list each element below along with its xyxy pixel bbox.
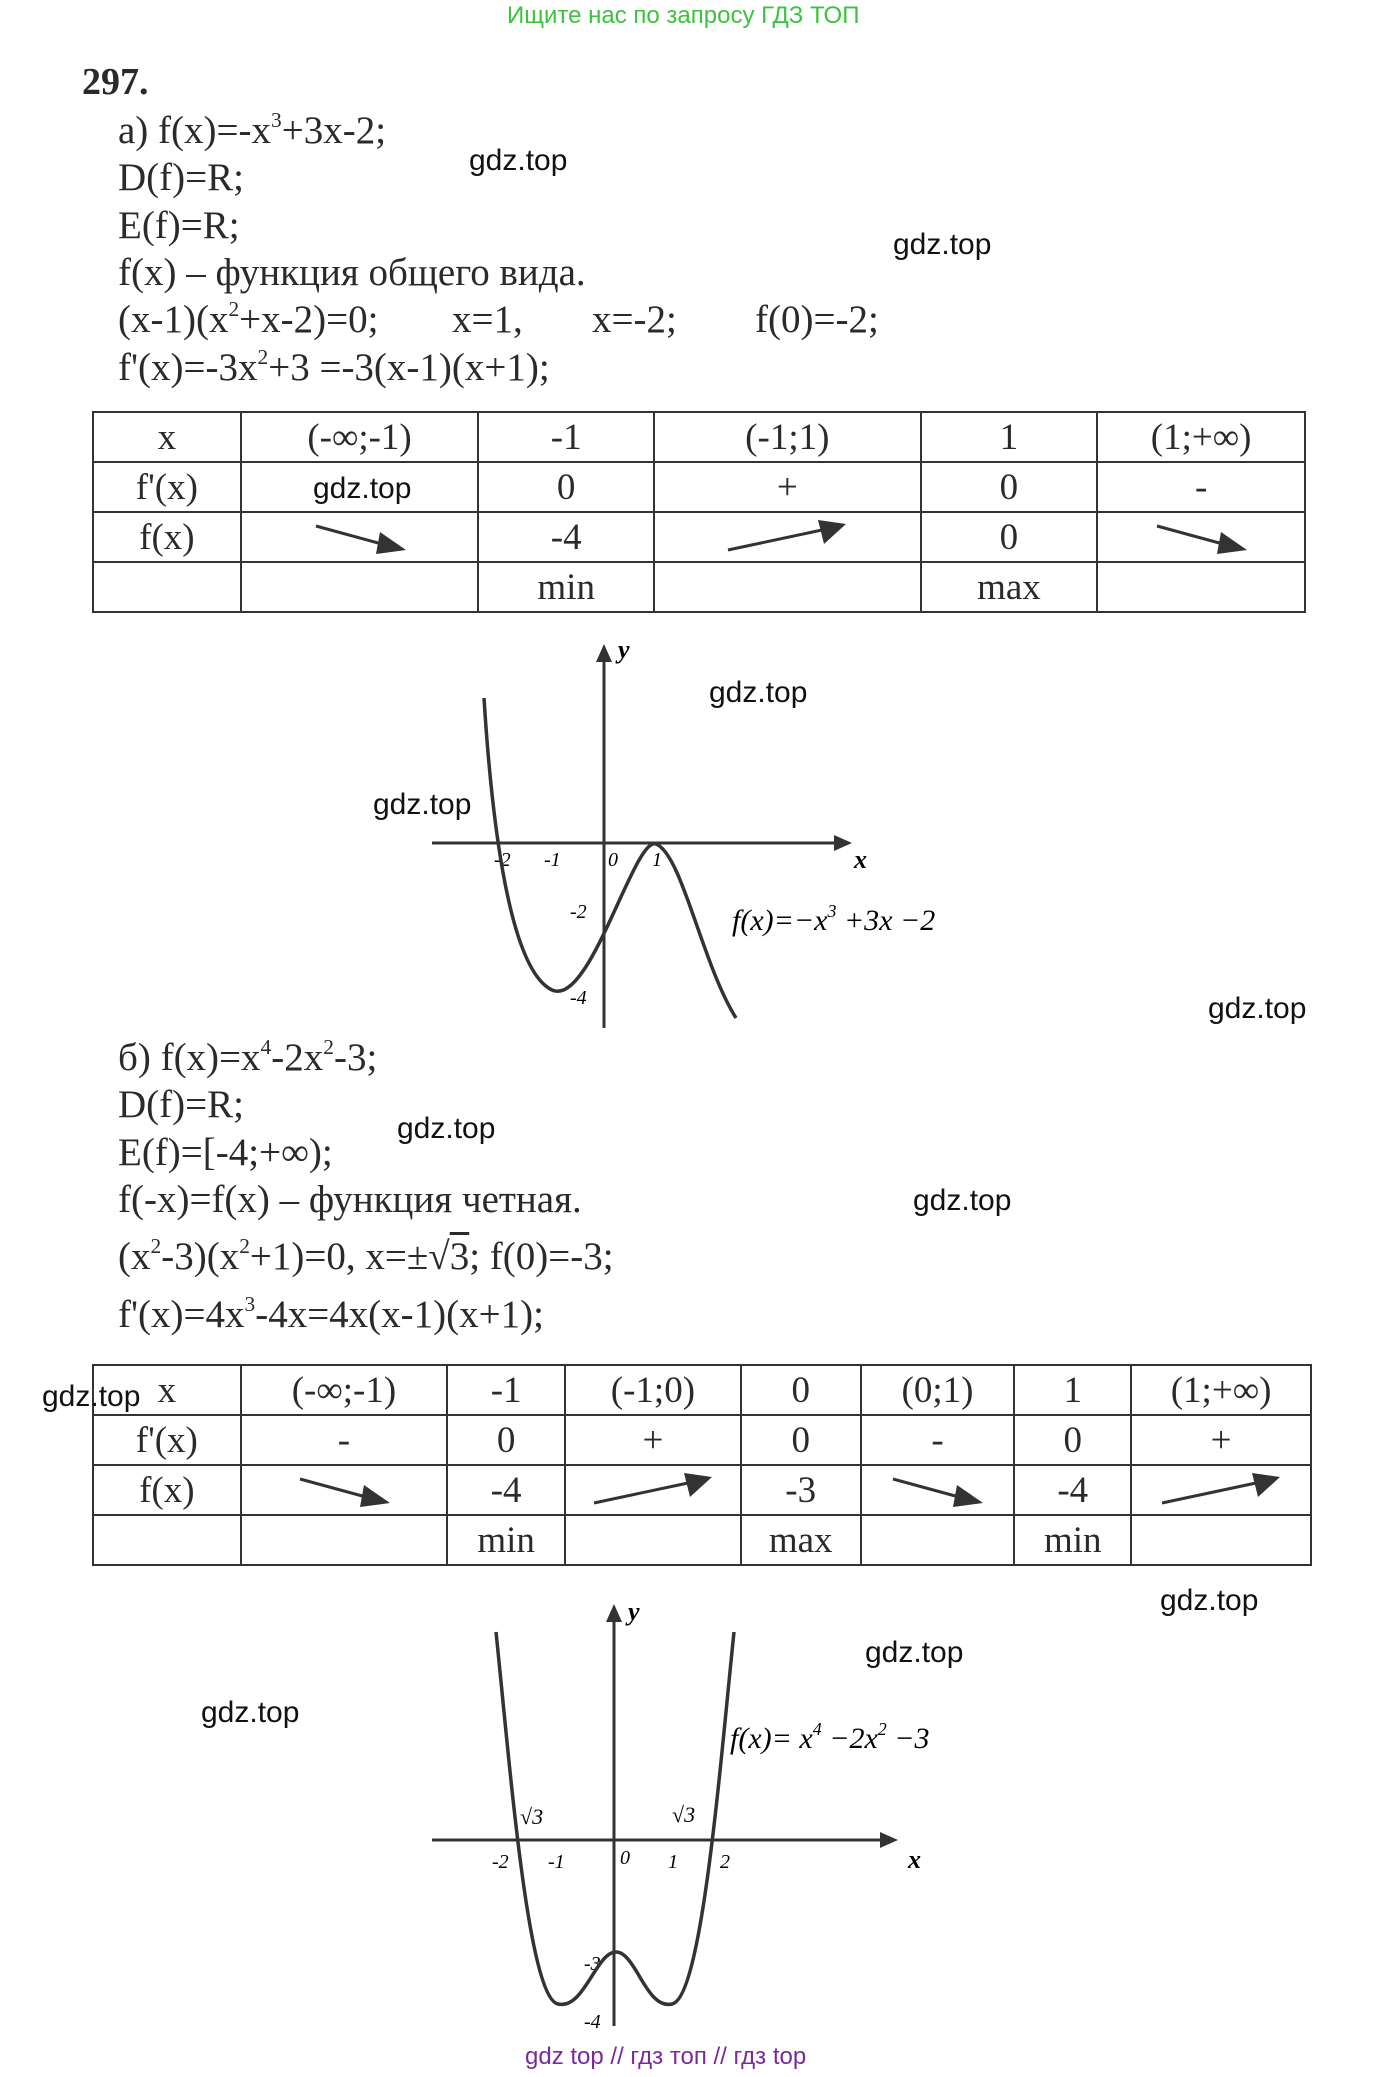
part-a-graph [420,636,980,1036]
watermark: gdz.top [397,1112,496,1145]
cell-extremum-max: max [921,562,1098,612]
cell-x: (-1;1) [654,412,921,462]
cell-extremum [93,562,241,612]
part-b-derivative: $f'(x)=4x^3-4x=4x(x-1)(x+1)$; [118,1291,544,1336]
tick-label-y: -4 [570,987,587,1009]
cell-function: -4 [447,1465,565,1515]
cell-function-arrow [654,512,921,562]
watermark: gdz.top [201,1696,300,1729]
footer-links[interactable]: gdz top // гдз топ // гдз top [525,2043,807,2070]
cell-x: (0;1) [861,1365,1015,1415]
cell-function: 0 [921,512,1098,562]
part-a-variation-table [92,411,1306,613]
part-b-range: E(f)=[-4;+∞); [118,1131,333,1174]
cell-function-arrow [241,512,479,562]
cell-extremum [1097,562,1305,612]
cell-derivative-header: f'(x) [93,462,241,512]
cell-extremum [93,1515,241,1565]
cell-x: (1;+∞) [1097,412,1305,462]
cell-function: -4 [1014,1465,1131,1515]
cell-derivative: 0 [447,1415,565,1465]
cell-extremum-max: max [741,1515,861,1565]
cell-extremum-min: min [1014,1515,1131,1565]
cell-derivative: 0 [921,462,1098,512]
cell-derivative: - [1097,462,1305,512]
tick-label-x: -1 [544,849,561,871]
tick-label-y: -3 [584,1953,601,1975]
part-a-root-2: x=-2; [592,298,677,341]
x-axis-arrow-icon [834,835,852,851]
increasing-arrow-icon [588,1473,718,1507]
cell-derivative: 0 [1014,1415,1131,1465]
cell-derivative: + [654,462,921,512]
cell-function: -4 [478,512,654,562]
cell-derivative: + [1131,1415,1311,1465]
watermark: gdz.top [469,144,568,177]
search-banner[interactable]: Ищите нас по запросу ГДЗ ТОП [507,2,860,29]
tick-label-y: -4 [584,2011,601,2033]
tick-label-x: 0 [608,849,618,871]
decreasing-arrow-icon [887,1473,987,1507]
decreasing-arrow-icon [294,1473,394,1507]
part-a-function: а) $f(x)=-x^3+3x-2$; [118,107,387,152]
part-a-range: E(f)=R; [118,204,240,247]
increasing-arrow-icon [1156,1473,1286,1507]
watermark: gdz.top [1208,992,1307,1025]
cell-function-arrow [241,1465,448,1515]
watermark: gdz.top [709,676,808,709]
cell-extremum-min: min [478,562,654,612]
cell-x: (-∞;-1) [241,412,479,462]
cell-function-header: f(x) [93,512,241,562]
y-axis-label: y [628,1597,640,1626]
increasing-arrow-icon [722,520,852,554]
cell-extremum [861,1515,1015,1565]
watermark: gdz.top [893,228,992,261]
cell-x: 1 [1014,1365,1131,1415]
watermark: gdz.top [313,472,412,505]
cell-extremum [1131,1515,1311,1565]
cell-extremum [565,1515,741,1565]
root-label-negative: √3 [520,1804,544,1829]
watermark: gdz.top [1160,1584,1259,1617]
y-axis-arrow-icon [596,644,612,662]
function-formula: $f(x)= x^4 -2x^2 -3$ [730,1719,930,1755]
watermark: gdz.top [865,1636,964,1669]
cell-derivative: - [861,1415,1015,1465]
cell-derivative: + [565,1415,741,1465]
part-b-roots: $(x^2-3)(x^2+1)=0$, x=±√3; f(0)=-3; [118,1233,614,1278]
cell-x-header: x [93,412,241,462]
cell-function-arrow [861,1465,1015,1515]
tick-label-x: 0 [620,1847,630,1869]
cell-function: -3 [741,1465,861,1515]
cell-extremum [654,562,921,612]
cell-x: -1 [478,412,654,462]
part-b-parity: f(-x)=f(x) – функция четная. [118,1178,582,1221]
tick-label-x: 1 [668,1851,678,1873]
watermark: gdz.top [373,788,472,821]
tick-label-x: 2 [720,1851,730,1873]
decreasing-arrow-icon [310,520,410,554]
part-a-root-1: x=1, [452,298,523,341]
cell-x: 0 [741,1365,861,1415]
part-a-domain: D(f)=R; [118,156,244,199]
x-axis-arrow-icon [880,1832,898,1848]
cell-function-arrow [1097,512,1305,562]
problem-number: 297. [82,61,149,103]
cell-x: (-∞;-1) [241,1365,448,1415]
tick-label-x: 1 [652,849,662,871]
y-axis-arrow-icon [606,1604,622,1622]
tick-label-y: -2 [570,901,587,923]
cell-extremum [241,1515,448,1565]
cell-derivative: 0 [741,1415,861,1465]
cell-derivative: 0 [478,462,654,512]
part-a-derivative: $f'(x)=-3x^2+3 =-3(x-1)(x+1)$; [118,344,550,389]
part-b-domain: D(f)=R; [118,1083,244,1126]
part-b-variation-table [92,1364,1312,1566]
tick-label-x: -2 [494,849,511,871]
x-axis-label: x [908,1845,921,1874]
cell-x: -1 [447,1365,565,1415]
cell-x: (-1;0) [565,1365,741,1415]
function-formula: $f(x)=-x^3 +3x -2$ [732,901,936,937]
cell-x-header: x [93,1365,241,1415]
decreasing-arrow-icon [1151,520,1251,554]
tick-label-x: -1 [548,1851,565,1873]
part-b-function: б) $f(x)=x^4-2x^2-3$; [118,1034,378,1079]
cell-derivative-header: f'(x) [93,1415,241,1465]
cell-x: (1;+∞) [1131,1365,1311,1415]
y-axis-label: y [618,636,630,664]
watermark: gdz.top [913,1184,1012,1217]
x-axis-label: x [854,845,867,874]
part-a-roots: $(x-1)(x^2+x-2)=0$; [118,296,379,341]
watermark: gdz.top [42,1380,141,1413]
cell-function-arrow [565,1465,741,1515]
root-label-positive: √3 [672,1802,696,1827]
cell-x: 1 [921,412,1098,462]
cell-function-header: f(x) [93,1465,241,1515]
tick-label-x: -2 [492,1851,509,1873]
cell-derivative: - [241,1415,448,1465]
cell-function-arrow [1131,1465,1311,1515]
part-a-parity: f(x) – функция общего вида. [118,251,586,294]
part-a-f0: f(0)=-2; [755,298,879,341]
cell-extremum-min: min [447,1515,565,1565]
cell-extremum [241,562,479,612]
